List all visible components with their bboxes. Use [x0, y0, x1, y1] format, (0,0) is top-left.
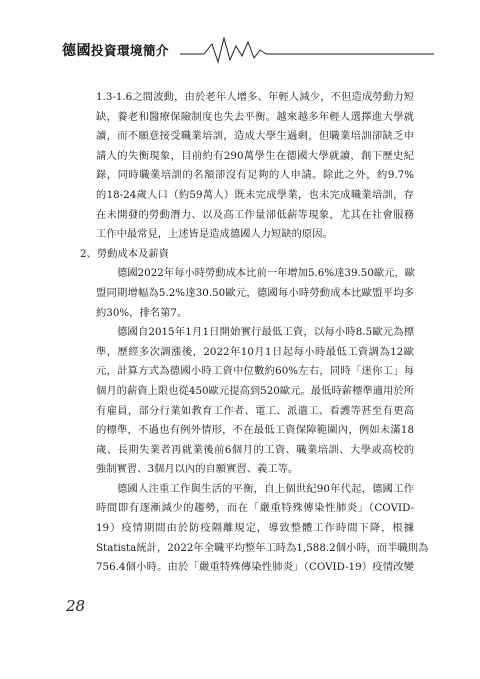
- text-line: 工作中最常見，上述皆是造成德國人力短缺的原因。: [96, 228, 333, 241]
- page-number: 28: [66, 597, 86, 615]
- body-text: [80, 88, 429, 578]
- text-line: 有雇員，部分行業如教育工作者、電工、派遣工、看護等甚至有更高: [96, 404, 414, 417]
- text-line: 19）疫情期間由於防疫隔離規定，導致整體工作時間下降，根據: [96, 522, 414, 535]
- text-line: 德國自2015年1月1日開始實行最低工資，以每小時8.5歐元為標: [117, 326, 414, 339]
- text-line: Statista統計，2022年全職平均整年工時為1,588.2個小時，而半職則為: [96, 541, 429, 554]
- text-line: 德國人注重工作與生活的平衡，自上個世紀90年代起，德國工作: [117, 482, 414, 495]
- text-line: 歲、長期失業者再就業後前6個月的工資、職業培訓、大學或高校的: [96, 443, 414, 456]
- text-line: 元，計算方式為德國小時工資中位數約60%左右，同時「迷你工」每: [96, 365, 414, 378]
- text-line: 個月的薪資上限也從450歐元提高到520歐元。最低時薪標準適用於所: [96, 384, 414, 397]
- section-heading: 2、勞動成本及薪資: [80, 247, 169, 260]
- text-line: 請人的失衡現象，目前約有290萬學生在德國大學就讀，創下歷史紀: [96, 149, 414, 162]
- paragraph-labor-cost: [96, 264, 414, 323]
- paragraph-minimum-wage: [96, 323, 414, 480]
- text-line: 約30%，排名第7。: [96, 306, 188, 319]
- text-line: 1.3-1.6之間波動，由於老年人增多、年輕人減少，不但造成勞動力短: [96, 91, 414, 103]
- running-header: [62, 30, 434, 66]
- text-line: 讀，而不願意接受職業培訓，造成大學生過剩，但職業培訓卻缺乏申: [96, 130, 414, 143]
- header-title: [62, 40, 169, 60]
- text-line: 缺，養老和醫療保險制度也失去平衡。越來越多年輕人選擇進大學就: [96, 110, 414, 123]
- text-line: 的18-24歲人口（約59萬人）既未完成學業，也未完成職業培訓，存: [96, 188, 414, 201]
- text-line: 756.4個小時。由於「嚴重特殊傳染性肺炎」（COVID-19）疫情改變: [96, 561, 414, 574]
- text-line: 強制實習、3個月以內的自願實習、義工等。: [96, 463, 299, 476]
- paragraph-labor-shortage: [96, 88, 414, 245]
- text-line: 在未開發的勞動潛力、以及高工作量卻低薪等現象，尤其在社會服務: [96, 208, 414, 221]
- header-title-rest: 投資環境簡介: [91, 43, 170, 58]
- text-line: 的標準，不過也有例外情形，不在最低工資保障範圍內，例如未滿18: [96, 424, 414, 437]
- text-line: 時間即有逐漸減少的趨勢，而在「嚴重特殊傳染性肺炎」（COVID-: [96, 502, 414, 515]
- text-line: 德國2022年每小時勞動成本比前一年增加5.6%達39.50歐元，歐: [117, 267, 416, 280]
- paragraph-working-hours: [96, 480, 429, 578]
- header-title-prefix: 德國: [62, 43, 91, 59]
- text-line: 錄，同時職業培訓的名額卻沒有足夠的人申請。除此之外，約9.7%: [96, 169, 414, 182]
- text-line: 盟同期增幅為5.2%達30.50歐元，德國每小時勞動成本比歐盟平均多: [96, 286, 414, 299]
- text-line: 準，歷經多次調漲後，2022年10月1日起每小時最低工資調為12歐: [96, 345, 414, 358]
